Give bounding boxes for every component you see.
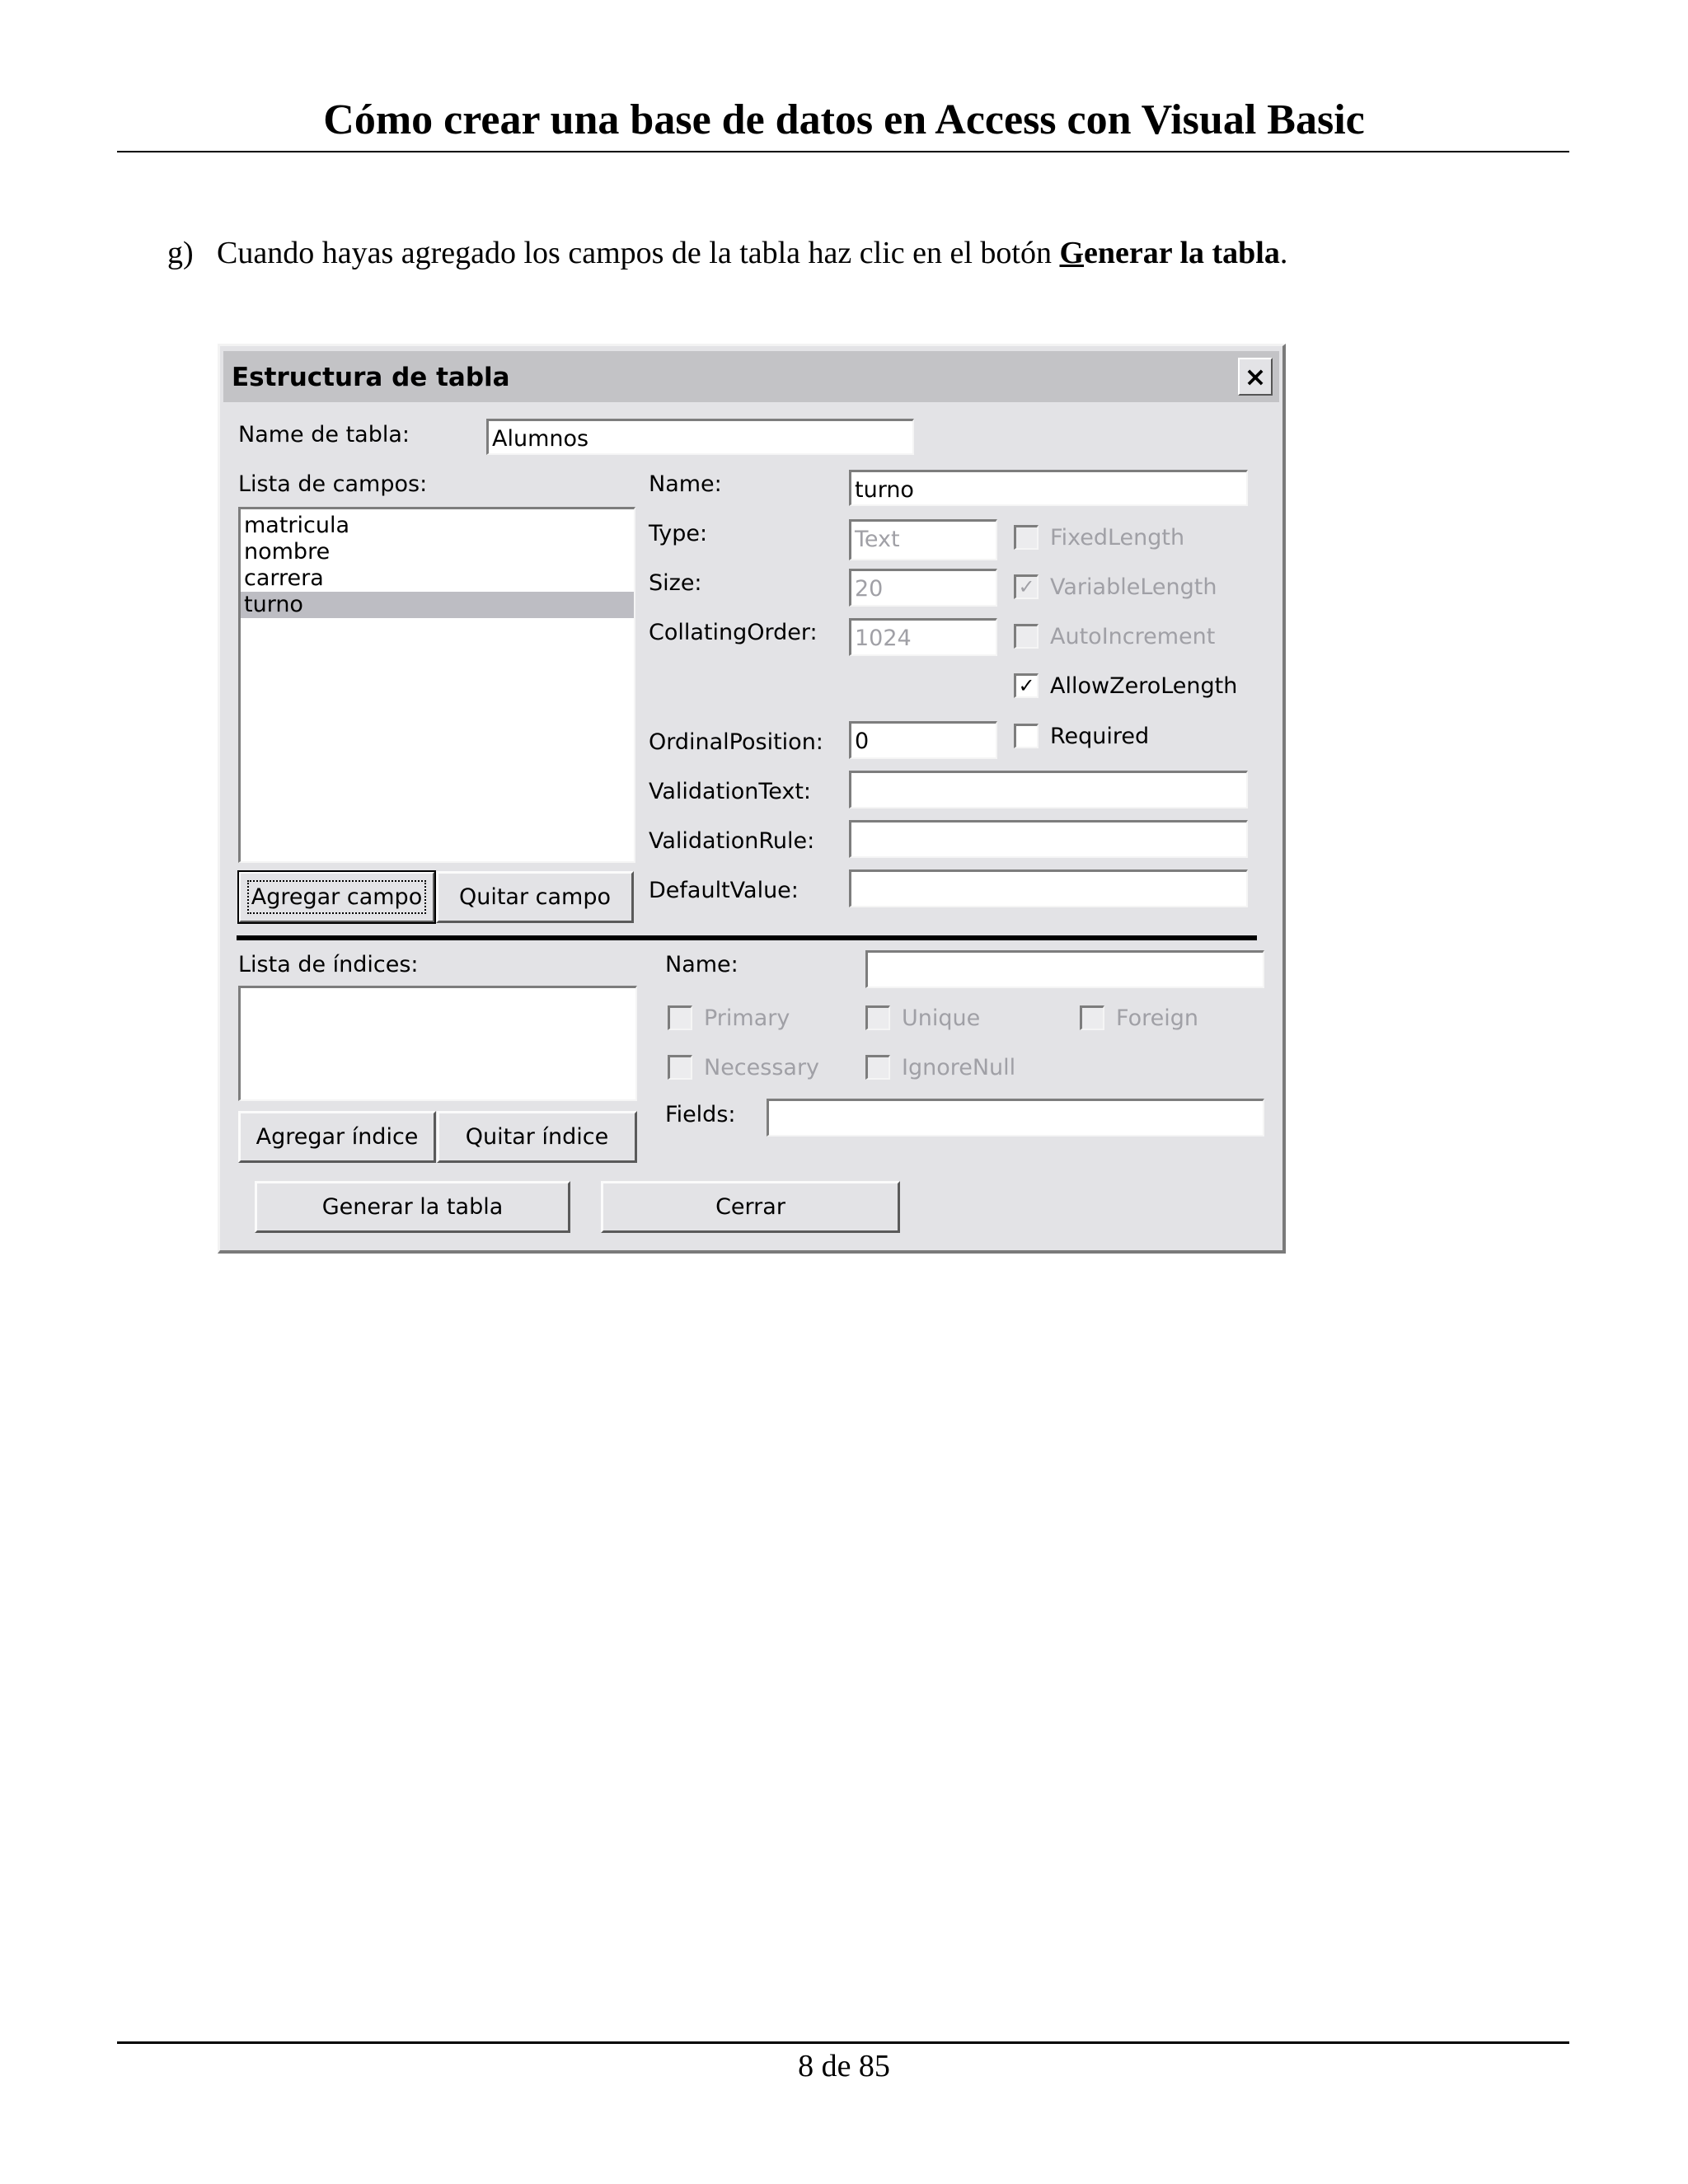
dialog-title: Estructura de tabla bbox=[232, 363, 510, 392]
step-letter: g) bbox=[167, 236, 194, 270]
variable-length-checkbox[interactable]: ✓ bbox=[1014, 574, 1039, 599]
field-size-label: Size: bbox=[649, 570, 702, 596]
page-number: 8 de 85 bbox=[798, 2049, 890, 2083]
index-fields-label: Fields: bbox=[665, 1102, 736, 1127]
primary-label: Primary bbox=[704, 1005, 790, 1031]
required-label: Required bbox=[1050, 724, 1150, 749]
add-index-button[interactable]: Agregar índice bbox=[238, 1111, 436, 1163]
add-field-button[interactable]: Agregar campo bbox=[238, 871, 435, 923]
index-list-label: Lista de índices: bbox=[238, 952, 419, 977]
collating-order-label: CollatingOrder: bbox=[649, 620, 818, 645]
index-fields-input[interactable] bbox=[767, 1099, 1264, 1137]
fixed-length-label: FixedLength bbox=[1050, 525, 1185, 551]
field-name-input[interactable]: turno bbox=[849, 470, 1248, 506]
validation-text-label: ValidationText: bbox=[649, 779, 812, 804]
close-button[interactable]: Cerrar bbox=[601, 1181, 900, 1233]
index-name-input[interactable] bbox=[865, 950, 1264, 988]
validation-text-input[interactable] bbox=[849, 771, 1248, 808]
list-item[interactable]: nombre bbox=[244, 539, 331, 565]
document-title: Cómo crear una base de datos en Access con Visual Basic bbox=[323, 96, 1365, 143]
ordinal-position-input[interactable]: 0 bbox=[849, 721, 997, 759]
step-text: Cuando hayas agregado los campos de la tabla haz clic en el botón bbox=[217, 236, 1060, 270]
allow-zero-length-checkbox[interactable]: ✓ bbox=[1014, 673, 1039, 698]
remove-index-button[interactable]: Quitar índice bbox=[437, 1111, 637, 1163]
necessary-label: Necessary bbox=[704, 1055, 820, 1080]
list-item[interactable]: carrera bbox=[244, 565, 324, 591]
table-name-label: Name de tabla: bbox=[238, 422, 410, 448]
dialog-titlebar[interactable] bbox=[223, 351, 1279, 402]
list-item[interactable]: matricula bbox=[244, 513, 350, 538]
foreign-label: Foreign bbox=[1116, 1005, 1198, 1031]
ordinal-position-label: OrdinalPosition: bbox=[649, 729, 823, 755]
allow-zero-length-label: AllowZeroLength bbox=[1050, 673, 1238, 699]
foreign-checkbox[interactable] bbox=[1080, 1005, 1104, 1030]
unique-checkbox[interactable] bbox=[865, 1005, 890, 1030]
unique-label: Unique bbox=[902, 1005, 981, 1031]
fields-list[interactable] bbox=[238, 507, 635, 863]
necessary-checkbox[interactable] bbox=[668, 1055, 692, 1080]
section-divider bbox=[237, 935, 1257, 940]
header-rule bbox=[117, 151, 1569, 152]
table-structure-dialog bbox=[218, 344, 1286, 1254]
default-value-label: DefaultValue: bbox=[649, 878, 799, 903]
validation-rule-input[interactable] bbox=[849, 820, 1248, 858]
remove-field-button[interactable]: Quitar campo bbox=[436, 871, 634, 923]
footer-rule bbox=[117, 2041, 1569, 2044]
fixed-length-checkbox[interactable] bbox=[1014, 525, 1039, 550]
close-icon[interactable]: × bbox=[1238, 358, 1273, 396]
required-checkbox[interactable] bbox=[1014, 724, 1039, 748]
step-instruction: g) Cuando hayas agregado los campos de la tabla haz clic en el botón Generar la tabla. bbox=[167, 232, 1287, 274]
build-table-button[interactable]: Generar la tabla bbox=[255, 1181, 570, 1233]
index-list[interactable] bbox=[238, 986, 637, 1101]
ignore-null-label: IgnoreNull bbox=[902, 1055, 1016, 1080]
step-button-name: Generar la tabla bbox=[1059, 236, 1280, 270]
field-type-select[interactable]: Text bbox=[849, 519, 997, 560]
default-value-input[interactable] bbox=[849, 869, 1248, 907]
collating-order-input[interactable]: 1024 bbox=[849, 618, 997, 656]
fields-list-label: Lista de campos: bbox=[238, 471, 428, 497]
field-size-input[interactable]: 20 bbox=[849, 569, 997, 607]
primary-checkbox[interactable] bbox=[668, 1005, 692, 1030]
index-name-label: Name: bbox=[665, 952, 738, 977]
field-name-label: Name: bbox=[649, 471, 722, 497]
auto-increment-checkbox[interactable] bbox=[1014, 624, 1039, 649]
ignore-null-checkbox[interactable] bbox=[865, 1055, 890, 1080]
validation-rule-label: ValidationRule: bbox=[649, 828, 815, 854]
list-item[interactable]: turno bbox=[241, 592, 634, 618]
variable-length-label: VariableLength bbox=[1050, 574, 1217, 600]
auto-increment-label: AutoIncrement bbox=[1050, 624, 1216, 649]
field-type-label: Type: bbox=[649, 521, 708, 546]
table-name-input[interactable]: Alumnos bbox=[486, 419, 914, 455]
